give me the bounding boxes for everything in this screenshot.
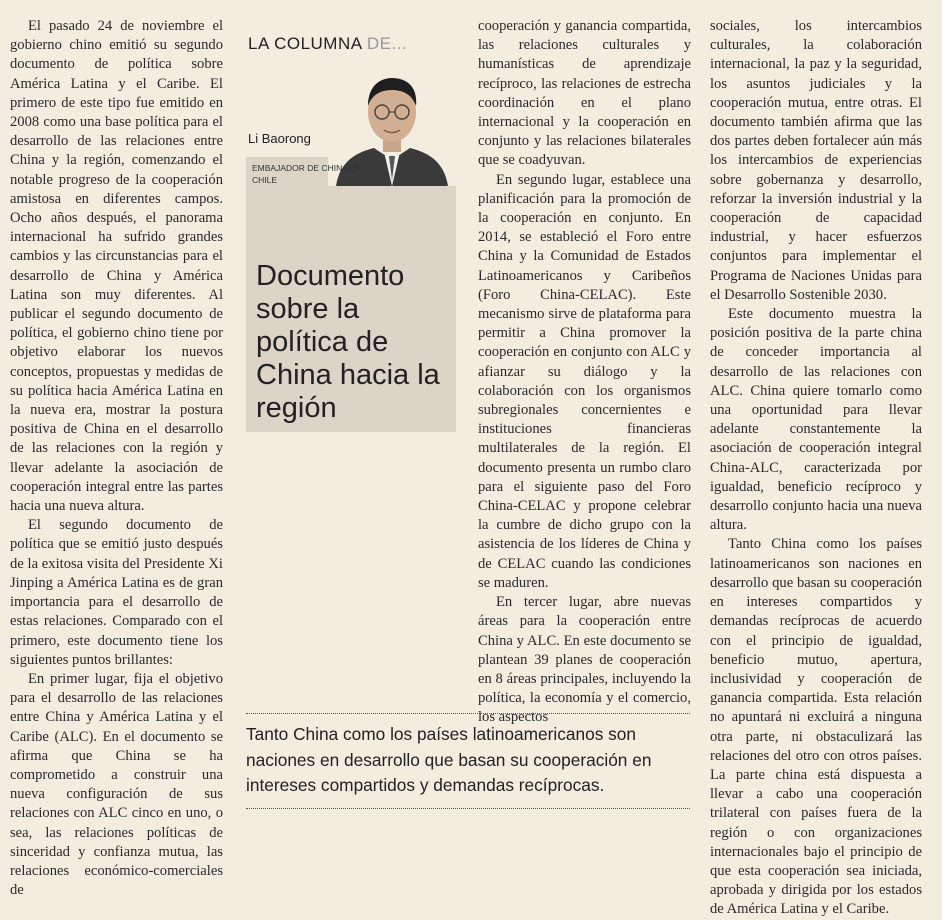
paragraph: El pasado 24 de noviembre el gobierno chino emitió su segundo documento de política sobre América Latina y el Caribe. El primero de este tipo fue emitido en 2008 como una base política para el desarrollo de las relaciones entre China y la región, comenzando el notable progreso de la cooperación amistosa en diferentes campos. Ocho años después, el panorama internacional ha sufrido grandes cambios y las circunstancias para el desarrollo de China y América Latina son muy diferentes. Al publicar el segundo documento de política, el gobierno chino tiene por objetivo elaborar los nuevos conceptos, propuestas y medidas de su política hacia América Latina en la nueva era, mostrar la postura positiva de China en el desarrollo de las relaciones con la región y llevar adelante la asociación de cooperación integral entre las partes hacia una nueva altura. [10,18,223,515]
author-name: Li Baorong [248,131,311,146]
pull-quote-text: Tanto China como los países latinoamericanos son naciones en desarrollo que basan su cooperación en intereses compartidos y demandas recíprocas. [246,724,652,795]
paragraph: sociales, los intercambios culturales, la colaboración internacional, la paz y la seguridad, los asuntos judiciales y la cooperación mutua, entre otras. El documento también afirma que las dos partes deben fortalecer aún más los intercambios de experiencias sobre gobernanza y desarrollo, reforzar la inversión industrial y la cooperación de capacidad industrial, y hacer esfuerzos conjuntos para implementar el Programa de Naciones Unidas para el Desarrollo Sostenible 2030. [710,18,922,303]
paragraph: En primer lugar, fija el objetivo para el desarrollo de las relaciones entre China y América Latina y el Caribe (ALC). En el documento se afirma que China se ha comprometido a construir una nueva configuración de sus relaciones con ALC cinco en uno, o sea, las relaciones políticas de sinceridad y confianza mutua, las relaciones económico-comerciales de [10,670,223,899]
pull-quote [246,713,690,809]
paragraph: Tanto China como los países latinoamericanos son naciones en desarrollo que basan su cooperación en intereses compartidos y demandas recíprocas de acuerdo con el principio de igualdad, beneficio mutuo, apertura, inclusividad y cooperación de ganancia compartida. Esta relación no apuntará ni excluirá a ninguna otra parte, ni obstaculizará las relaciones del otro con otros países. La parte china está dispuesta a llevar a cabo una cooperación trilateral con países fuera de la región o con organizaciones internacionales bajo el principio de que esta cooperación sea iniciada, aprobada y dirigida por los estados de América Latina y el Caribe. [710,536,922,918]
paragraph: Este documento muestra la posición positiva de la parte china de conceder importancia al desarrollo de las relaciones con ALC. China quiere tomarlo como una oportunidad para llevar adelante constantemente la asociación de cooperación integral China-ALC, caracterizada por igualdad, beneficio recíproco y desarrollo conjunto hacia una nueva altura. [710,306,922,534]
column-kicker [248,34,407,54]
column-kicker-label: LA COLUMNA [248,34,362,53]
headline: Documento sobre la política de China hacia la región [256,260,440,424]
paragraph: cooperación y ganancia compartida, las relaciones culturales y humanísticas de aprendizaje recíproco, las relaciones de estrecha coordinación en el plano internacional y la cooperación en conjunto y las relaciones bilaterales que se coadyuvan. [478,18,691,169]
author-role: EMBAJADOR DE CHINA EN CHILE [252,163,362,185]
paragraph: En segundo lugar, establece una planificación para la promoción de la cooperación en conjunto. En 2014, se estableció el Foro entre China y la Comunidad de Estados Latinoamericanos y Caribeños (Foro China-CELAC). Este mecanismo sirve de plataforma para permitir a China promover la cooperación en conjunto con ALC y afianzar su diálogo y la colaboración con los organismos subregionales concernientes e instituciones financieras multilaterales de la región. El documento presenta un rumbo claro para el siguiente paso del Foro China-CELAC y propone celebrar la cumbre de dicho grupo con la asistencia de los líderes de China y de CELAC cuando las condiciones se maduren. [478,171,691,591]
paragraph: El segundo documento de política que se emitió justo después de la exitosa visita del Presidente Xi Jinping a América Latina es de gran importancia para el desarrollo de estas relaciones. Comparado con el primero, este documento tiene los siguientes puntos brillantes: [10,517,223,668]
article-column-1 [10,17,223,900]
column-feature-box [246,26,456,432]
article-column-4 [710,17,922,920]
article-column-3 [478,17,691,728]
paragraph: En tercer lugar, abre nuevas áreas para la cooperación entre China y ALC. En este documento se plantean 39 planes de cooperación en 8 áreas principales, incluyendo la política, la economía y el comercio, los aspectos [478,594,691,726]
column-kicker-suffix: DE... [366,34,408,53]
